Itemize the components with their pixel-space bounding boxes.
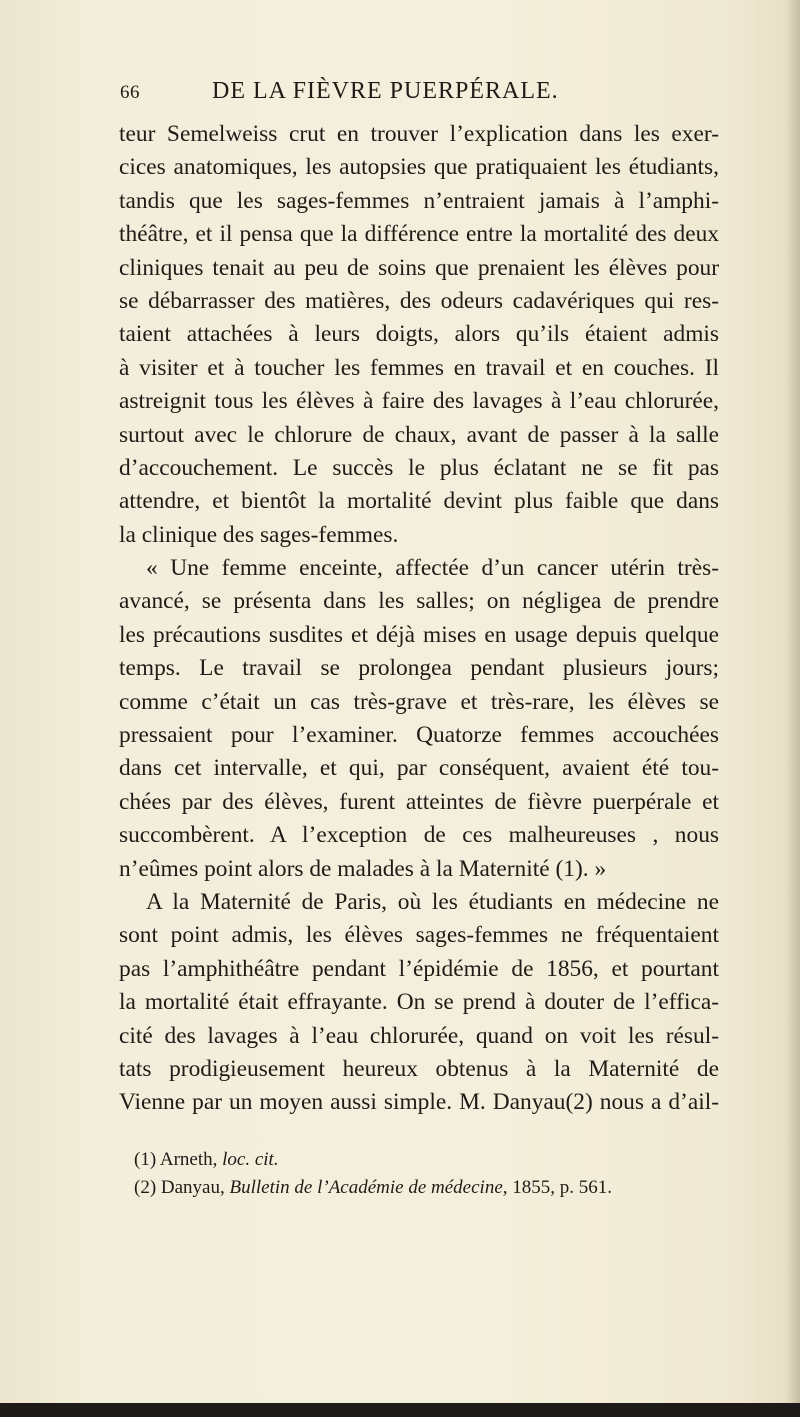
text-line: cliniques tenait au peu de soins que prenaient les élèves pour bbox=[119, 254, 719, 281]
text-line: attendre, et bientôt la mortalité devint plus faible que dans bbox=[119, 488, 719, 515]
text-line: teur Semelweiss crut en trouver l’explication dans les exer- bbox=[119, 121, 719, 147]
text-line: n’eûmes point alors de malades à la Maternité (1). » bbox=[119, 855, 607, 882]
text-line: A la Maternité de Paris, où les étudiants en médecine ne bbox=[146, 888, 719, 915]
text-line: se débarrasser des matières, des odeurs cadavériques qui res- bbox=[119, 287, 719, 314]
text-line: tandis que les sages-femmes n’entraient jamais à l’amphi- bbox=[119, 187, 719, 214]
text-line: temps. Le travail se prolongea pendant plusieurs jours; bbox=[119, 655, 719, 682]
text-line: comme c’était un cas très-grave et très-rare, les élèves se bbox=[119, 688, 719, 715]
footnote bbox=[134, 1146, 714, 1174]
text-line: sont point admis, les élèves sages-femmes ne fréquentaient bbox=[119, 922, 719, 949]
page-edge-shadow bbox=[786, 0, 800, 1417]
text-line: tats prodigieusement heureux obtenus à la Maternité de bbox=[119, 1055, 719, 1082]
page-header bbox=[120, 78, 720, 112]
footnote-mark: (1) bbox=[134, 1149, 157, 1170]
text-line: taient attachées à leurs doigts, alors qu’ils étaient admis bbox=[119, 321, 719, 348]
text-line: chées par des élèves, furent atteintes de fièvre puerpérale et bbox=[119, 788, 719, 815]
footnote-reference: loc. cit. bbox=[222, 1149, 279, 1170]
text-line: astreignit tous les élèves à faire des lavages à l’eau chlorurée, bbox=[119, 388, 719, 415]
footnote-author: Danyau, bbox=[160, 1177, 225, 1198]
text-line: d’accouchement. Le succès le plus éclatant ne se fit pas bbox=[119, 454, 719, 481]
text-line: surtout avec le chlorure de chaux, avant de passer à la salle bbox=[119, 421, 719, 448]
footnote-mark: (2) bbox=[134, 1177, 157, 1198]
text-line: dans cet intervalle, et qui, par conséquent, avaient été tou- bbox=[119, 755, 719, 782]
text-line: pressaient pour l’examiner. Quatorze femmes accouchées bbox=[119, 722, 719, 749]
text-line: la clinique des sages-femmes. bbox=[119, 521, 399, 548]
text-line: cité des lavages à l’eau chlorurée, quand on voit les résul- bbox=[119, 1022, 719, 1049]
text-line: « Une femme enceinte, affectée d’un cancer utérin très- bbox=[146, 555, 719, 582]
text-line: théâtre, et il pensa que la différence entre la mortalité des deux bbox=[119, 221, 719, 248]
text-line: pas l’amphithéâtre pendant l’épidémie de 1856, et pourtant bbox=[119, 955, 719, 982]
text-line: avancé, se présenta dans les salles; on négligea de prendre bbox=[119, 588, 719, 615]
scan-border bbox=[0, 1403, 800, 1417]
text-line: à visiter et à toucher les femmes en travail et en couches. Il bbox=[119, 354, 719, 381]
footnote-reference: Bulletin de l’Académie de médecine, bbox=[229, 1177, 508, 1198]
text-line: les précautions susdites et déjà mises en usage depuis quelque bbox=[119, 621, 719, 648]
text-line: la mortalité était effrayante. On se prend à douter de l’effica- bbox=[119, 989, 719, 1016]
footnote bbox=[134, 1174, 714, 1202]
footnote-details: 1855, p. 561. bbox=[512, 1177, 613, 1198]
text-line: cices anatomiques, les autopsies que pratiquaient les étudiants, bbox=[119, 154, 719, 181]
text-line: Vienne par un moyen aussi simple. M. Danyau(2) nous a d’ail- bbox=[119, 1089, 719, 1116]
body-text bbox=[119, 118, 719, 1120]
footnotes bbox=[134, 1146, 714, 1202]
running-title: DE LA FIÈVRE PUERPÉRALE. bbox=[212, 78, 559, 104]
page-number: 66 bbox=[120, 82, 140, 103]
text-line: succombèrent. A l’exception de ces malheureuses , nous bbox=[119, 822, 719, 849]
footnote-author: Arneth, bbox=[159, 1149, 218, 1170]
